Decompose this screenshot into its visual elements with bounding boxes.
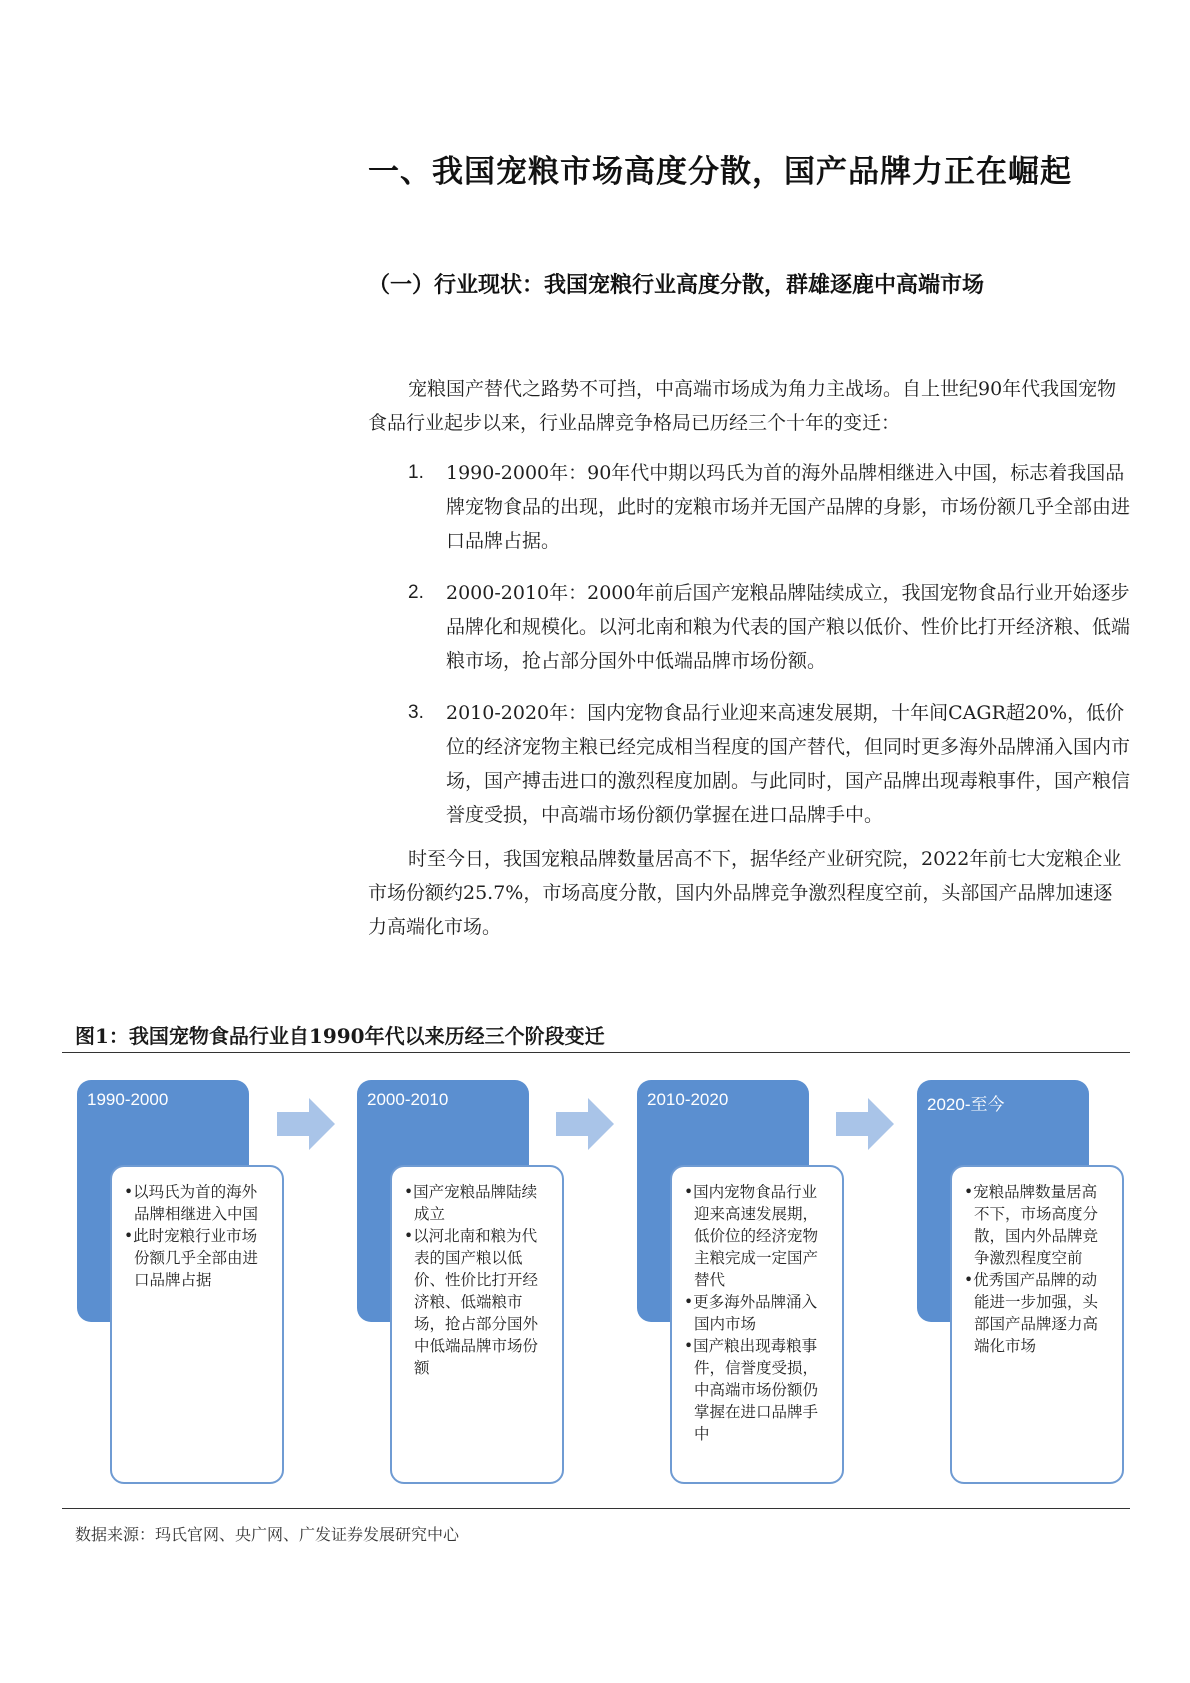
stage-label: 2010-2020 (647, 1090, 729, 1109)
list-item (368, 456, 1130, 558)
stage-card-1990-2000 (110, 1165, 284, 1484)
timeline-list (368, 456, 1130, 850)
stage-card-2010-2020 (670, 1165, 844, 1484)
figure-source: 数据来源：玛氏官网、央广网、广发证券发展研究中心 (75, 1525, 460, 1544)
stage-bullet: •国产粮出现毒粮事件，信誉度受损，中高端市场份额仍掌握在进口品牌手中 (684, 1337, 819, 1443)
figure-title: 图1：我国宠物食品行业自1990年代以来历经三个阶段变迁 (75, 1024, 605, 1048)
arrow-right-icon (556, 1098, 614, 1150)
section-heading: 一、我国宠粮市场高度分散，国产品牌力正在崛起 (368, 154, 1072, 190)
stage-card-2020-now (950, 1165, 1124, 1484)
figure-bottom-rule (62, 1508, 1130, 1509)
stage-bullet: •以河北南和粮为代表的国产粮以低价、性价比打开经济粮、低端粮市场，抢占部分国外中低端品牌市场份额 (404, 1227, 539, 1377)
list-text: 2000-2010年：2000年前后国产宠粮品牌陆续成立，我国宠物食品行业开始逐步品牌化和规模化。以河北南和粮为代表的国产粮以低价、性价比打开经济粮、低端粮市场，抢占部分国外中低端品牌市场份额。 (446, 582, 1131, 672)
intro-paragraph: 宠粮国产替代之路势不可挡，中高端市场成为角力主战场。自上世纪90年代我国宠物食品行业起步以来，行业品牌竞争格局已历经三个十年的变迁： (368, 378, 1117, 434)
figure-top-rule (62, 1052, 1130, 1053)
stage-bullet: •优秀国产品牌的动能进一步加强，头部国产品牌逐力高端化市场 (964, 1271, 1099, 1355)
list-number: 3. (408, 702, 424, 723)
list-number: 2. (408, 582, 424, 603)
stage-label: 2020-至今 (927, 1095, 1005, 1114)
stage-bullet: •此时宠粮行业市场份额几乎全部由进口品牌占据 (124, 1227, 259, 1289)
stage-bullet: •国内宠物食品行业迎来高速发展期，低价位的经济宠物主粮完成一定国产替代 (684, 1183, 819, 1289)
list-text: 1990-2000年：90年代中期以玛氏为首的海外品牌相继进入中国，标志着我国品牌宠物食品的出现，此时的宠粮市场并无国产品牌的身影，市场份额几乎全部由进口品牌占据。 (446, 462, 1131, 552)
subsection-heading: （一）行业现状：我国宠粮行业高度分散，群雄逐鹿中高端市场 (368, 272, 985, 298)
list-number: 1. (408, 462, 424, 483)
stage-bullet: •宠粮品牌数量居高不下，市场高度分散，国内外品牌竞争激烈程度空前 (964, 1183, 1099, 1267)
list-item (368, 576, 1130, 678)
closing-paragraph: 时至今日，我国宠粮品牌数量居高不下，据华经产业研究院，2022年前七大宠粮企业市场份额约25.7%，市场高度分散，国内外品牌竞争激烈程度空前，头部国产品牌加速逐力高端化市场。 (368, 848, 1122, 938)
list-item (368, 696, 1130, 832)
list-text: 2010-2020年：国内宠物食品行业迎来高速发展期，十年间CAGR超20%，低价位的经济宠物主粮已经完成相当程度的国产替代，但同时更多海外品牌涌入国内市场，国产搏击进口的激烈程度加剧。与此同时，国产品牌出现毒粮事件，国产粮信誉度受损，中高端市场份额仍掌握在进口品牌手中。 (446, 702, 1131, 826)
stage-bullet: •更多海外品牌涌入国内市场 (684, 1293, 818, 1333)
arrow-right-icon (836, 1098, 894, 1150)
stage-card-2000-2010 (390, 1165, 564, 1484)
stage-label: 1990-2000 (87, 1090, 169, 1109)
stage-label: 2000-2010 (367, 1090, 449, 1109)
stage-bullet: •国产宠粮品牌陆续成立 (404, 1183, 538, 1223)
stage-bullet: •以玛氏为首的海外品牌相继进入中国 (124, 1183, 259, 1223)
arrow-right-icon (277, 1098, 335, 1150)
